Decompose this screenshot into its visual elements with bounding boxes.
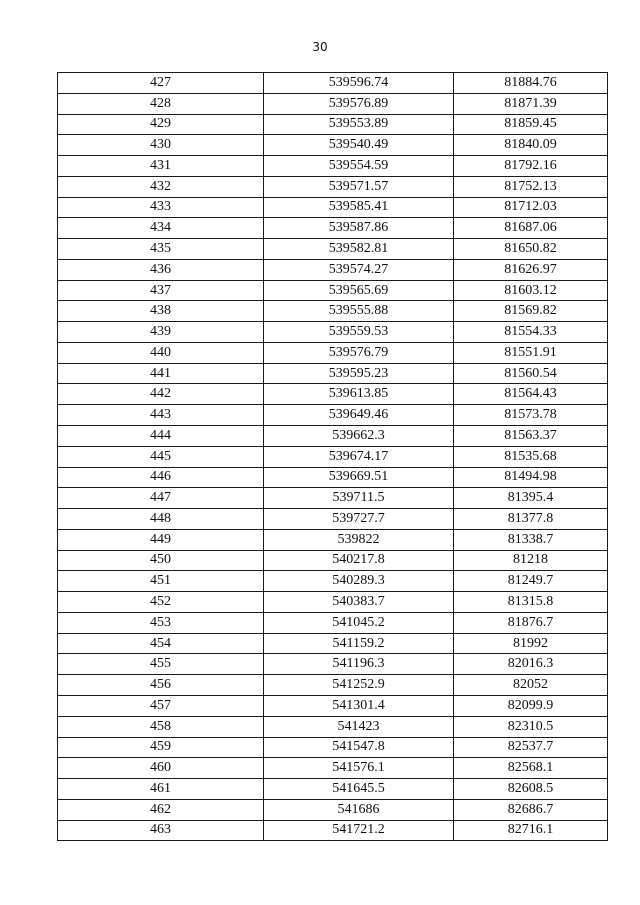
point-number-cell: 460 <box>58 758 264 779</box>
x-coordinate-cell: 541576.1 <box>264 758 454 779</box>
table-row <box>58 176 608 197</box>
point-number-cell: 431 <box>58 156 264 177</box>
table-row <box>58 322 608 343</box>
point-number-cell: 451 <box>58 571 264 592</box>
y-coordinate-cell: 81992 <box>454 633 608 654</box>
point-number-cell: 442 <box>58 384 264 405</box>
table-row <box>58 654 608 675</box>
x-coordinate-cell: 539559.53 <box>264 322 454 343</box>
x-coordinate-cell: 541045.2 <box>264 612 454 633</box>
page-number: 30 <box>312 40 328 54</box>
point-number-cell: 430 <box>58 135 264 156</box>
y-coordinate-cell: 81249.7 <box>454 571 608 592</box>
table-row <box>58 218 608 239</box>
point-number-cell: 443 <box>58 405 264 426</box>
y-coordinate-cell: 81687.06 <box>454 218 608 239</box>
point-number-cell: 446 <box>58 467 264 488</box>
table-row <box>58 467 608 488</box>
x-coordinate-cell: 541645.5 <box>264 779 454 800</box>
x-coordinate-cell: 540217.8 <box>264 550 454 571</box>
x-coordinate-cell: 539555.88 <box>264 301 454 322</box>
y-coordinate-cell: 82016.3 <box>454 654 608 675</box>
x-coordinate-cell: 539711.5 <box>264 488 454 509</box>
y-coordinate-cell: 81876.7 <box>454 612 608 633</box>
point-number-cell: 437 <box>58 280 264 301</box>
x-coordinate-cell: 539649.46 <box>264 405 454 426</box>
table-row <box>58 758 608 779</box>
point-number-cell: 444 <box>58 426 264 447</box>
point-number-cell: 454 <box>58 633 264 654</box>
point-number-cell: 428 <box>58 93 264 114</box>
y-coordinate-cell: 81752.13 <box>454 176 608 197</box>
x-coordinate-cell: 539574.27 <box>264 259 454 280</box>
table-row <box>58 363 608 384</box>
coordinates-table-body <box>58 73 608 841</box>
table-row <box>58 612 608 633</box>
point-number-cell: 457 <box>58 695 264 716</box>
x-coordinate-cell: 539727.7 <box>264 509 454 530</box>
table-row <box>58 280 608 301</box>
point-number-cell: 448 <box>58 509 264 530</box>
x-coordinate-cell: 541159.2 <box>264 633 454 654</box>
table-row <box>58 592 608 613</box>
x-coordinate-cell: 539674.17 <box>264 446 454 467</box>
table-row <box>58 301 608 322</box>
table-row <box>58 779 608 800</box>
point-number-cell: 455 <box>58 654 264 675</box>
point-number-cell: 435 <box>58 239 264 260</box>
point-number-cell: 429 <box>58 114 264 135</box>
y-coordinate-cell: 81494.98 <box>454 467 608 488</box>
x-coordinate-cell: 539613.85 <box>264 384 454 405</box>
y-coordinate-cell: 81315.8 <box>454 592 608 613</box>
y-coordinate-cell: 82099.9 <box>454 695 608 716</box>
table-row <box>58 405 608 426</box>
y-coordinate-cell: 81712.03 <box>454 197 608 218</box>
y-coordinate-cell: 82537.7 <box>454 737 608 758</box>
point-number-cell: 453 <box>58 612 264 633</box>
x-coordinate-cell: 539554.59 <box>264 156 454 177</box>
x-coordinate-cell: 539585.41 <box>264 197 454 218</box>
x-coordinate-cell: 539576.89 <box>264 93 454 114</box>
x-coordinate-cell: 539571.57 <box>264 176 454 197</box>
y-coordinate-cell: 81840.09 <box>454 135 608 156</box>
point-number-cell: 462 <box>58 799 264 820</box>
point-number-cell: 432 <box>58 176 264 197</box>
x-coordinate-cell: 539582.81 <box>264 239 454 260</box>
point-number-cell: 434 <box>58 218 264 239</box>
y-coordinate-cell: 81563.37 <box>454 426 608 447</box>
table-row <box>58 259 608 280</box>
point-number-cell: 456 <box>58 675 264 696</box>
y-coordinate-cell: 81554.33 <box>454 322 608 343</box>
point-number-cell: 427 <box>58 73 264 94</box>
point-number-cell: 445 <box>58 446 264 467</box>
y-coordinate-cell: 81573.78 <box>454 405 608 426</box>
table-row <box>58 73 608 94</box>
y-coordinate-cell: 81377.8 <box>454 509 608 530</box>
y-coordinate-cell: 81535.68 <box>454 446 608 467</box>
table-row <box>58 799 608 820</box>
x-coordinate-cell: 539595.23 <box>264 363 454 384</box>
table-row <box>58 509 608 530</box>
y-coordinate-cell: 82310.5 <box>454 716 608 737</box>
x-coordinate-cell: 541547.8 <box>264 737 454 758</box>
x-coordinate-cell: 540289.3 <box>264 571 454 592</box>
x-coordinate-cell: 539565.69 <box>264 280 454 301</box>
y-coordinate-cell: 81884.76 <box>454 73 608 94</box>
y-coordinate-cell: 82686.7 <box>454 799 608 820</box>
point-number-cell: 441 <box>58 363 264 384</box>
y-coordinate-cell: 82608.5 <box>454 779 608 800</box>
y-coordinate-cell: 81792.16 <box>454 156 608 177</box>
y-coordinate-cell: 81564.43 <box>454 384 608 405</box>
x-coordinate-cell: 539576.79 <box>264 342 454 363</box>
table-row <box>58 446 608 467</box>
point-number-cell: 459 <box>58 737 264 758</box>
table-row <box>58 820 608 841</box>
point-number-cell: 436 <box>58 259 264 280</box>
x-coordinate-cell: 539669.51 <box>264 467 454 488</box>
x-coordinate-cell: 541196.3 <box>264 654 454 675</box>
table-row <box>58 571 608 592</box>
table-row <box>58 737 608 758</box>
x-coordinate-cell: 540383.7 <box>264 592 454 613</box>
y-coordinate-cell: 82716.1 <box>454 820 608 841</box>
point-number-cell: 440 <box>58 342 264 363</box>
table-row <box>58 384 608 405</box>
y-coordinate-cell: 82052 <box>454 675 608 696</box>
x-coordinate-cell: 541423 <box>264 716 454 737</box>
x-coordinate-cell: 539553.89 <box>264 114 454 135</box>
table-row <box>58 633 608 654</box>
table-row <box>58 114 608 135</box>
point-number-cell: 461 <box>58 779 264 800</box>
x-coordinate-cell: 539596.74 <box>264 73 454 94</box>
point-number-cell: 449 <box>58 529 264 550</box>
table-row <box>58 93 608 114</box>
y-coordinate-cell: 82568.1 <box>454 758 608 779</box>
x-coordinate-cell: 539587.86 <box>264 218 454 239</box>
table-row <box>58 675 608 696</box>
y-coordinate-cell: 81338.7 <box>454 529 608 550</box>
point-number-cell: 450 <box>58 550 264 571</box>
table-row <box>58 426 608 447</box>
x-coordinate-cell: 541721.2 <box>264 820 454 841</box>
table-row <box>58 342 608 363</box>
y-coordinate-cell: 81603.12 <box>454 280 608 301</box>
point-number-cell: 439 <box>58 322 264 343</box>
x-coordinate-cell: 539822 <box>264 529 454 550</box>
y-coordinate-cell: 81551.91 <box>454 342 608 363</box>
y-coordinate-cell: 81871.39 <box>454 93 608 114</box>
y-coordinate-cell: 81859.45 <box>454 114 608 135</box>
coordinates-table <box>57 72 608 841</box>
table-row <box>58 197 608 218</box>
point-number-cell: 447 <box>58 488 264 509</box>
table-row <box>58 695 608 716</box>
y-coordinate-cell: 81218 <box>454 550 608 571</box>
y-coordinate-cell: 81395.4 <box>454 488 608 509</box>
table-row <box>58 529 608 550</box>
table-row <box>58 550 608 571</box>
table-row <box>58 716 608 737</box>
point-number-cell: 433 <box>58 197 264 218</box>
x-coordinate-cell: 541301.4 <box>264 695 454 716</box>
table-row <box>58 156 608 177</box>
table-row <box>58 488 608 509</box>
point-number-cell: 452 <box>58 592 264 613</box>
x-coordinate-cell: 541252.9 <box>264 675 454 696</box>
point-number-cell: 458 <box>58 716 264 737</box>
point-number-cell: 438 <box>58 301 264 322</box>
y-coordinate-cell: 81626.97 <box>454 259 608 280</box>
x-coordinate-cell: 541686 <box>264 799 454 820</box>
table-row <box>58 135 608 156</box>
y-coordinate-cell: 81650.82 <box>454 239 608 260</box>
x-coordinate-cell: 539662.3 <box>264 426 454 447</box>
x-coordinate-cell: 539540.49 <box>264 135 454 156</box>
y-coordinate-cell: 81569.82 <box>454 301 608 322</box>
table-row <box>58 239 608 260</box>
y-coordinate-cell: 81560.54 <box>454 363 608 384</box>
point-number-cell: 463 <box>58 820 264 841</box>
